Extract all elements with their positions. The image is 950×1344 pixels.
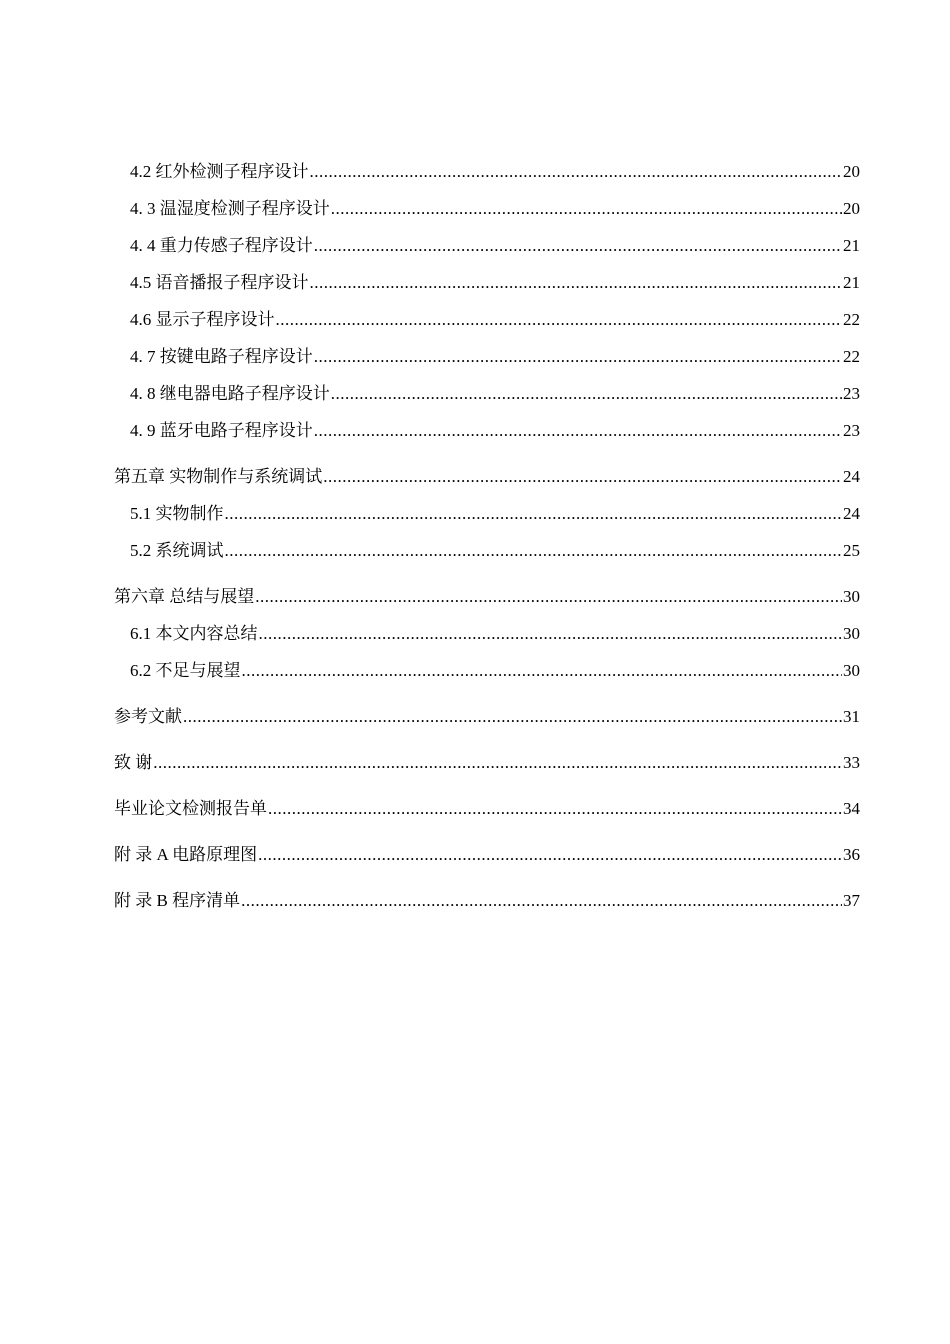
toc-entry-title: 4.5 语音播报子程序设计 [130,273,309,292]
toc-dot-leader [331,375,842,412]
toc-entry[interactable] [114,153,860,190]
toc-chapter-entry[interactable] [114,698,860,735]
toc-dot-leader [241,882,842,919]
toc-dot-leader [255,578,842,615]
toc-chapter-entry[interactable] [114,836,860,873]
toc-entry-page: 22 [843,347,860,366]
toc-entry-title: 4. 3 温湿度检测子程序设计 [130,199,330,218]
toc-chapter-entry[interactable] [114,790,860,827]
toc-entry[interactable] [114,532,860,569]
toc-chapter-entry[interactable] [114,578,860,615]
toc-entry-page: 24 [843,467,860,486]
toc-entry-page: 20 [843,162,860,181]
toc-entry-page: 23 [843,384,860,403]
toc-entry[interactable] [114,615,860,652]
toc-entry-title: 5.1 实物制作 [130,504,224,523]
toc-entry[interactable] [114,264,860,301]
toc-entry[interactable] [114,301,860,338]
toc-entry-page: 20 [843,199,860,218]
toc-entry[interactable] [114,412,860,449]
toc-entry-title: 附 录 B 程序清单 [114,891,241,910]
toc-entry-page: 33 [843,753,860,772]
toc-dot-leader [268,790,842,827]
toc-dot-leader [310,264,843,301]
toc-entry-page: 21 [843,236,860,255]
toc-entry-title: 4.6 显示子程序设计 [130,310,275,329]
toc-entry[interactable] [114,652,860,689]
toc-dot-leader [310,153,843,190]
toc-entry[interactable] [114,227,860,264]
toc-dot-leader [242,652,843,689]
toc-entry-title: 附 录 A 电路原理图 [114,845,258,864]
toc-dot-leader [258,836,842,873]
toc-dot-leader [314,338,842,375]
toc-dot-leader [225,532,843,569]
toc-entry-page: 36 [843,845,860,864]
toc-entry-page: 24 [843,504,860,523]
toc-dot-leader [259,615,843,652]
toc-dot-leader [323,458,842,495]
toc-dot-leader [314,227,842,264]
toc-entry-title: 6.1 本文内容总结 [130,624,258,643]
toc-entry-title: 4. 4 重力传感子程序设计 [130,236,313,255]
toc-entry-page: 37 [843,891,860,910]
toc-entry-title: 参考文献 [114,707,182,726]
toc-dot-leader [153,744,842,781]
toc-entry-title: 4. 9 蓝牙电路子程序设计 [130,421,313,440]
toc-chapter-entry[interactable] [114,744,860,781]
toc-entry-page: 34 [843,799,860,818]
toc-entry-title: 4. 8 继电器电路子程序设计 [130,384,330,403]
toc-dot-leader [276,301,843,338]
toc-entry-page: 30 [843,624,860,643]
toc-entry-page: 31 [843,707,860,726]
toc-dot-leader [331,190,842,227]
toc-entry-title: 致 谢 [114,753,153,772]
toc-entry-page: 23 [843,421,860,440]
toc-entry-page: 30 [843,661,860,680]
toc-entry-title: 6.2 不足与展望 [130,661,241,680]
toc-entry[interactable] [114,495,860,532]
table-of-contents [114,153,860,919]
toc-entry-page: 25 [843,541,860,560]
toc-entry-page: 30 [843,587,860,606]
toc-entry-title: 第六章 总结与展望 [114,587,255,606]
toc-entry-title: 4.2 红外检测子程序设计 [130,162,309,181]
toc-entry[interactable] [114,190,860,227]
toc-dot-leader [183,698,842,735]
toc-entry-title: 4. 7 按键电路子程序设计 [130,347,313,366]
toc-entry[interactable] [114,375,860,412]
toc-chapter-entry[interactable] [114,882,860,919]
toc-entry-title: 毕业论文检测报告单 [114,799,267,818]
toc-entry-title: 5.2 系统调试 [130,541,224,560]
toc-entry-page: 22 [843,310,860,329]
toc-chapter-entry[interactable] [114,458,860,495]
toc-dot-leader [225,495,843,532]
toc-entry-title: 第五章 实物制作与系统调试 [114,467,323,486]
toc-entry[interactable] [114,338,860,375]
toc-entry-page: 21 [843,273,860,292]
toc-dot-leader [314,412,842,449]
